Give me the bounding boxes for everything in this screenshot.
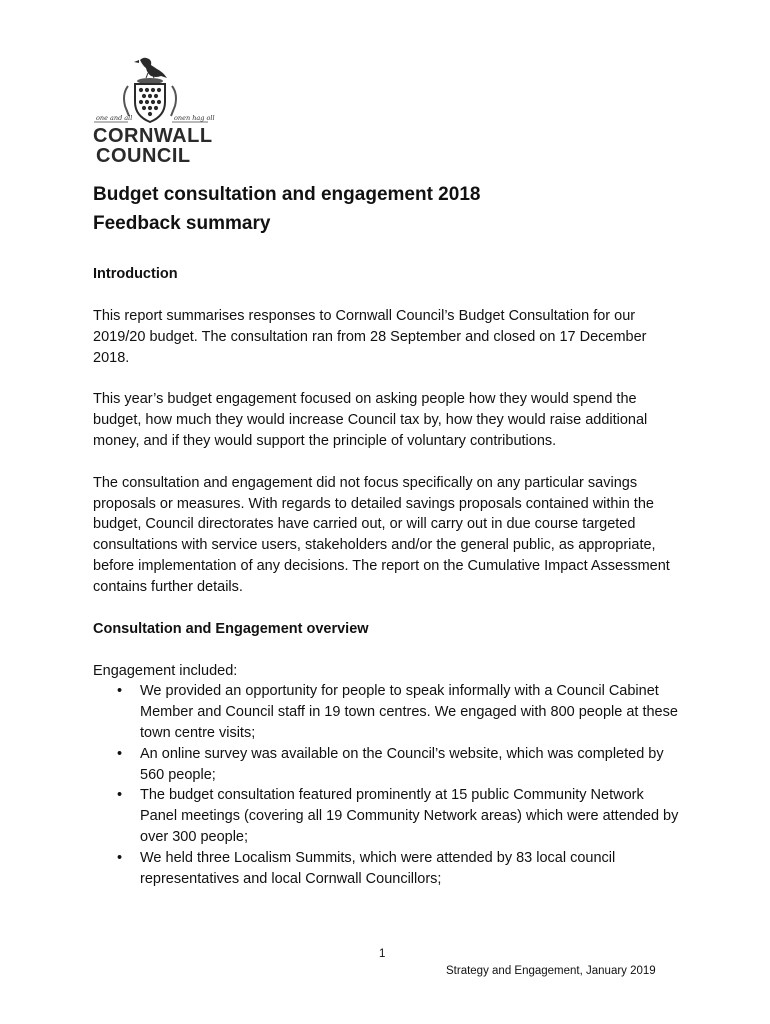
list-item: • We held three Localism Summits, which were attended by 83 local council representatives and local Cornwall Councillors; — [93, 848, 683, 890]
motto-left: one and all — [96, 114, 133, 122]
paragraph: This report summarises responses to Cornwall Council’s Budget Consultation for our 2019/20 budget. The consultation ran from 28 September and closed on 17 December 2018. — [93, 308, 647, 366]
section-heading-overview: Consultation and Engagement overview — [93, 620, 369, 637]
logo-wordmark-line2: COUNCIL — [96, 145, 191, 167]
list-item: • An online survey was available on the Council’s website, which was completed by 560 people; — [93, 744, 683, 786]
motto-right: onen hag oll — [174, 114, 215, 122]
list-item: • We provided an opportunity for people to speak informally with a Council Cabinet Member and Council staff in 19 town centres. We engaged with 800 people at these town centre visits; — [93, 681, 683, 743]
paragraph: This year’s budget engagement focused on asking people how they would spend the budget, how much they would increase Council tax by, how they would raise additional money, and if they would support the principle of voluntary contributions. — [93, 391, 648, 449]
list-intro: Engagement included: — [93, 662, 238, 679]
crest-icon — [88, 56, 220, 126]
section-heading-introduction: Introduction — [93, 266, 178, 282]
logo-wordmark-line1: CORNWALL — [93, 125, 213, 147]
footer-text: Strategy and Engagement, January 2019 — [446, 965, 656, 977]
page-number: 1 — [379, 948, 386, 960]
paragraph: The consultation and engagement did not focus specifically on any particular savings proposals or measures. With regards to detailed savings proposals contained within the budget, Council directorates have carried out, or will carry out in due course targeted consultations with service users, stakeholders and/or the general public, as appropriate, before implementation of any decisions. The report on the Cumulative Impact Assessment contains further details. — [93, 474, 670, 595]
document-title: Budget consultation and engagement 2018 — [93, 184, 481, 205]
list-item: • The budget consultation featured prominently at 15 public Community Network Panel meetings (covering all 19 Community Network areas) which were attended by over 300 people; — [93, 785, 683, 847]
document-body — [93, 180, 683, 889]
document-subtitle: Feedback summary — [93, 213, 271, 234]
engagement-list — [93, 681, 683, 889]
cornwall-council-logo — [88, 56, 220, 168]
